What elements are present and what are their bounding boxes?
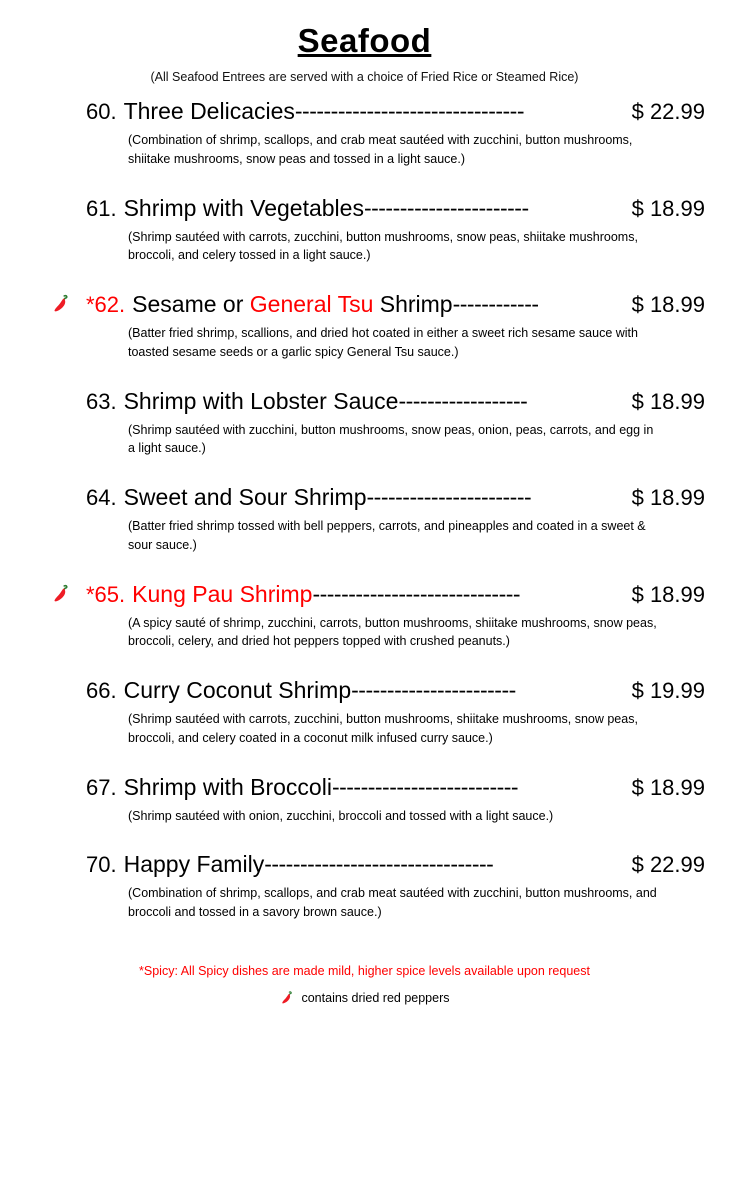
menu-item-line [24,388,705,415]
item-spacer [24,748,705,764]
menu-item-name: Curry Coconut Shrimp [123,677,352,703]
leader-dots: ----------------------- [366,484,532,510]
chili-pepper-icon [50,583,72,605]
menu-items-list [24,98,705,938]
menu-item [24,195,705,282]
menu-item-number: 64. [86,485,117,510]
menu-item-name: Shrimp with Lobster Sauce [123,387,399,414]
leader-dots: -------------------------- [331,773,519,800]
menu-item-number: 63. [86,388,117,414]
menu-item-description: (Shrimp sautéed with carrots, zucchini, button mushrooms, shiitake mushrooms, snow peas, broccoli, and celery coated in a coconut milk infused curry sauce.) [128,712,638,745]
menu-item-number: *65. [86,581,126,607]
footer [24,964,705,1006]
item-spacer [24,922,705,938]
menu-item-name: Three Delicacies [123,98,295,124]
menu-item [24,774,705,842]
menu-item-number: 67. [86,774,117,800]
menu-item-price: $ 18.99 [631,388,705,414]
menu-item-description: (Shrimp sautéed with carrots, zucchini, button mushrooms, snow peas, shiitake mushrooms, broccoli, and celery tossed in a light sauce.) [128,229,638,263]
page-subtitle: (All Seafood Entrees are served with a choice of Fried Rice or Steamed Rice) [150,70,579,84]
leader-dots: -------------------------------- [294,98,524,124]
item-spacer [24,362,705,378]
menu-item-number: *62. [86,292,126,317]
menu-item-name: Happy Family [123,851,265,878]
menu-item-name: Kung Pau Shrimp [132,580,313,607]
menu-item-description: (Shrimp sautéed with zucchini, button mushrooms, snow peas, onion, peas, carrots, and egg in a light sauce.) [128,422,654,456]
menu-item [24,291,705,378]
chili-pepper-icon [279,990,295,1006]
menu-item [24,484,705,571]
leader-dots: ------------------ [398,387,528,414]
menu-item [24,581,705,668]
menu-item-line [24,195,705,222]
legend [24,990,705,1006]
menu-item-number: 70. [86,852,117,878]
menu-item-number: 60. [86,99,117,124]
leader-dots: ----------------------- [351,677,516,703]
spicy-note: *Spicy: All Spicy dishes are made mild, higher spice levels available upon request [139,963,590,978]
menu-item-name: Shrimp with Vegetables [123,194,364,221]
legend-label: contains dried red peppers [301,990,450,1005]
menu-item-name: Sweet and Sour Shrimp [123,484,367,510]
item-spacer [24,651,705,667]
menu-item-line [24,677,705,704]
menu-item-line [24,774,705,801]
menu-item-price: $ 19.99 [631,678,705,703]
menu-item-description: (Batter fried shrimp, scallions, and dried hot coated in either a sweet rich sesame sauce with toasted sesame seeds or a garlic spicy General Tsu sauce.) [128,326,638,359]
menu-item-description: (Batter fried shrimp tossed with bell peppers, carrots, and pineapples and coated in a sweet & sour sauce.) [128,519,646,552]
menu-item [24,388,705,475]
menu-item-price: $ 18.99 [631,485,705,510]
page-title: Seafood [297,22,432,59]
menu-item [24,851,705,938]
menu-item-price: $ 18.99 [631,292,705,317]
menu-item-number: 61. [86,195,117,221]
chili-pepper-icon [50,293,72,315]
menu-item-price: $ 22.99 [631,852,705,878]
menu-item-number: 66. [86,678,117,703]
menu-item-description: (Shrimp sautéed with onion, zucchini, broccoli and tossed with a light sauce.) [128,808,554,823]
leader-dots: ----------------------- [363,194,529,221]
menu-item-description: (Combination of shrimp, scallops, and crab meat sautéed with zucchini, button mushrooms, and broccoli and tossed in a savory brown sauce.) [128,886,657,919]
leader-dots: ----------------------------- [312,580,521,607]
menu-item-line [24,484,705,511]
menu-item-description: (Combination of shrimp, scallops, and crab meat sautéed with zucchini, button mushrooms, shiitake mushrooms, snow peas and tossed in a light sauce.) [128,133,633,166]
leader-dots: -------------------------------- [264,851,494,878]
menu-item-line [24,851,705,878]
menu-item-price: $ 18.99 [631,195,705,221]
item-spacer [24,555,705,571]
menu-item-description: (A spicy sauté of shrimp, zucchini, carrots, button mushrooms, shiitake mushrooms, snow peas, broccoli, celery, and dried hot peppers topped with crushed peanuts.) [128,615,657,649]
menu-item-price: $ 18.99 [631,774,705,800]
item-spacer [24,169,705,185]
menu-item-name: Shrimp with Broccoli [123,773,332,800]
menu-item-price: $ 22.99 [631,99,705,124]
menu-item-price: $ 18.99 [631,581,705,607]
menu-item-name: Sesame or General Tsu Shrimp [132,291,453,317]
menu-item-line [24,291,705,318]
item-spacer [24,825,705,841]
item-spacer [24,265,705,281]
leader-dots: ------------ [452,291,539,317]
menu-item-line [24,581,705,608]
menu-item [24,677,705,764]
item-spacer [24,458,705,474]
menu-item-line [24,98,705,125]
menu-item [24,98,705,185]
